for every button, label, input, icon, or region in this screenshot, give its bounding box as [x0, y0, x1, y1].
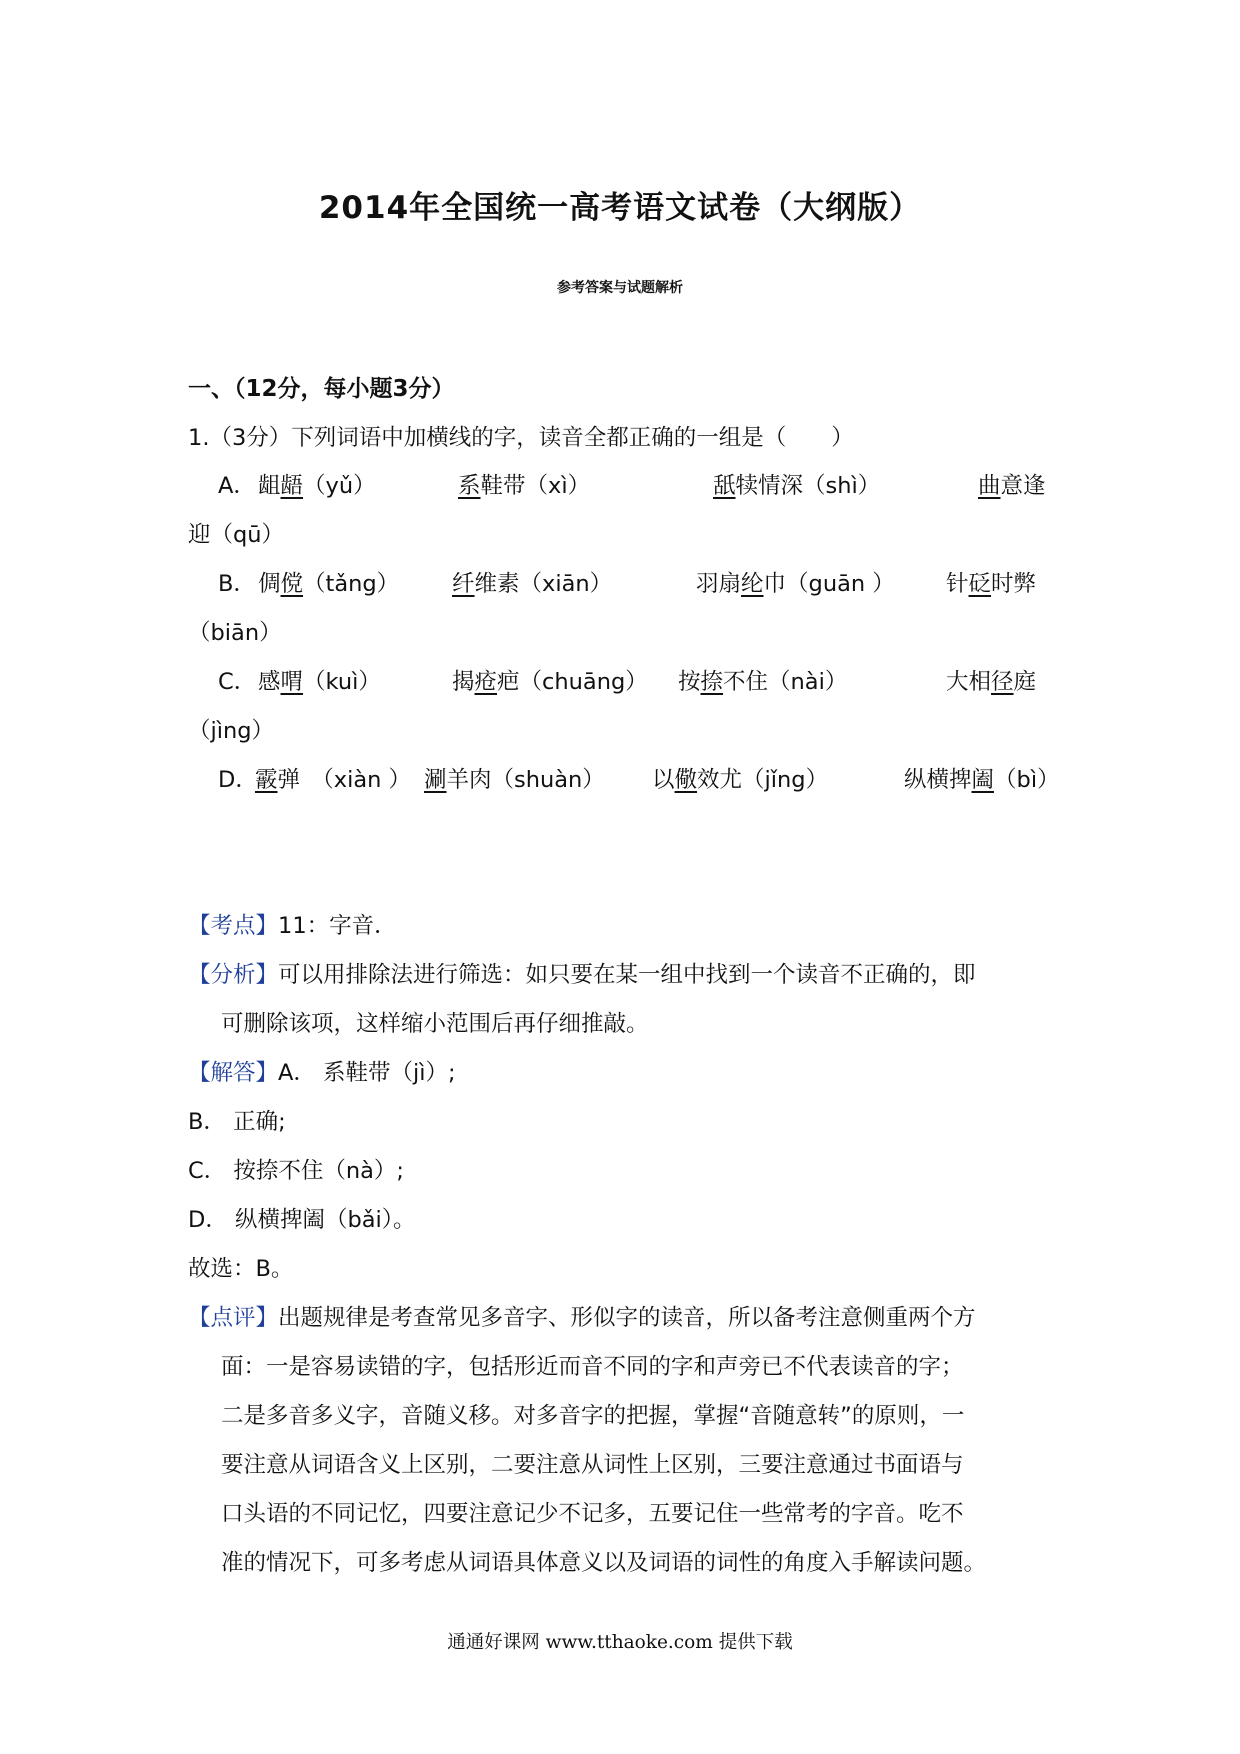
footer-credit: 通通好课网 www.tthaoke.com 提供下载 — [447, 1632, 793, 1653]
dianping-line-6: 准的情况下，可多考虑从词语具体意义以及词语的词性的角度入手解读问题。 — [221, 1550, 987, 1576]
jieda-d-line: D． 纵横捭阖（bǎi）。 — [188, 1207, 416, 1233]
question-stem: 1.（3分）下列词语中加横线的字，读音全都正确的一组是（ ） — [188, 425, 854, 451]
dianping-tag: 【点评】 — [188, 1305, 279, 1331]
option-a-continuation: 迎（qū） — [188, 522, 285, 548]
option-d-label: D． — [218, 767, 258, 793]
option-c-item-2: 揭疮疤（chuāng） — [452, 669, 648, 695]
option-c-item-4: 大相径庭 — [946, 669, 1037, 695]
dianping-line-4: 要注意从词语含义上区别，二要注意从词性上区别，三要注意通过书面语与 — [221, 1452, 964, 1478]
option-b-item-1: 倜傥（tǎng） — [258, 571, 400, 597]
option-a-item-4: 曲意逢 — [978, 473, 1046, 499]
option-c-item-3: 按捺不住（nài） — [678, 669, 848, 695]
kaodian-line: 【考点】11：字音． — [188, 913, 397, 939]
jieda-c-line: C． 按捺不住（nà）; — [188, 1158, 404, 1184]
option-a-item-2: 系鞋带（xì） — [458, 473, 591, 499]
option-c-label: C． — [218, 669, 257, 695]
jieda-tag: 【解答】 — [188, 1060, 279, 1086]
section-heading: 一、（12分，每小题3分） — [188, 376, 455, 402]
kaodian-tag: 【考点】 — [188, 913, 279, 939]
option-c-continuation: （jìng） — [188, 718, 275, 744]
option-a-item-1: 龃龉（yǔ） — [258, 473, 376, 499]
option-a-item-3: 舐犊情深（shì） — [713, 473, 881, 499]
dianping-line-2: 面：一是容易读错的字，包括形近而音不同的字和声旁已不代表读音的字； — [221, 1354, 964, 1380]
page-title: 2014年全国统一高考语文试卷（大纲版） — [318, 190, 922, 226]
dianping-line-3: 二是多音多义字，音随义移。对多音字的把握，掌握“音随意转”的原则，一 — [221, 1403, 965, 1429]
answer-choice: 故选：B。 — [188, 1256, 294, 1282]
dianping-line-1: 【点评】出题规律是考查常见多音字、形似字的读音，所以备考注意侧重两个方 — [188, 1305, 976, 1331]
jieda-b-line: B． 正确; — [188, 1109, 286, 1135]
option-d-item-3: 以儆效尤（jǐng） — [652, 767, 829, 793]
option-b-item-2: 纤维素（xiān） — [452, 571, 613, 597]
option-d-item-4: 纵横捭阖（bì） — [904, 767, 1060, 793]
option-d-item-2: 涮羊肉（shuàn） — [424, 767, 605, 793]
option-d-item-1: 霰弹 （xiàn ） — [255, 767, 412, 793]
option-b-continuation: （biān） — [188, 620, 282, 646]
option-b-item-3: 羽扇纶巾（guān ） — [696, 571, 895, 597]
page-subtitle: 参考答案与试题解析 — [557, 280, 683, 296]
fenxi-line-2: 可删除该项，这样缩小范围后再仔细推敲。 — [221, 1011, 649, 1037]
jieda-line: 【解答】A． 系鞋带（jì）; — [188, 1060, 456, 1086]
fenxi-line-1: 【分析】可以用排除法进行筛选：如只要在某一组中找到一个读音不正确的，即 — [188, 962, 976, 988]
option-b-item-4: 针砭时弊 — [946, 571, 1037, 597]
dianping-line-5: 口头语的不同记忆，四要注意记少不记多，五要记住一些常考的字音。吃不 — [221, 1501, 964, 1527]
fenxi-tag: 【分析】 — [188, 962, 279, 988]
option-b-label: B． — [218, 571, 256, 597]
option-a-label: A． — [218, 473, 256, 499]
option-c-item-1: 感喟（kuì） — [258, 669, 381, 695]
